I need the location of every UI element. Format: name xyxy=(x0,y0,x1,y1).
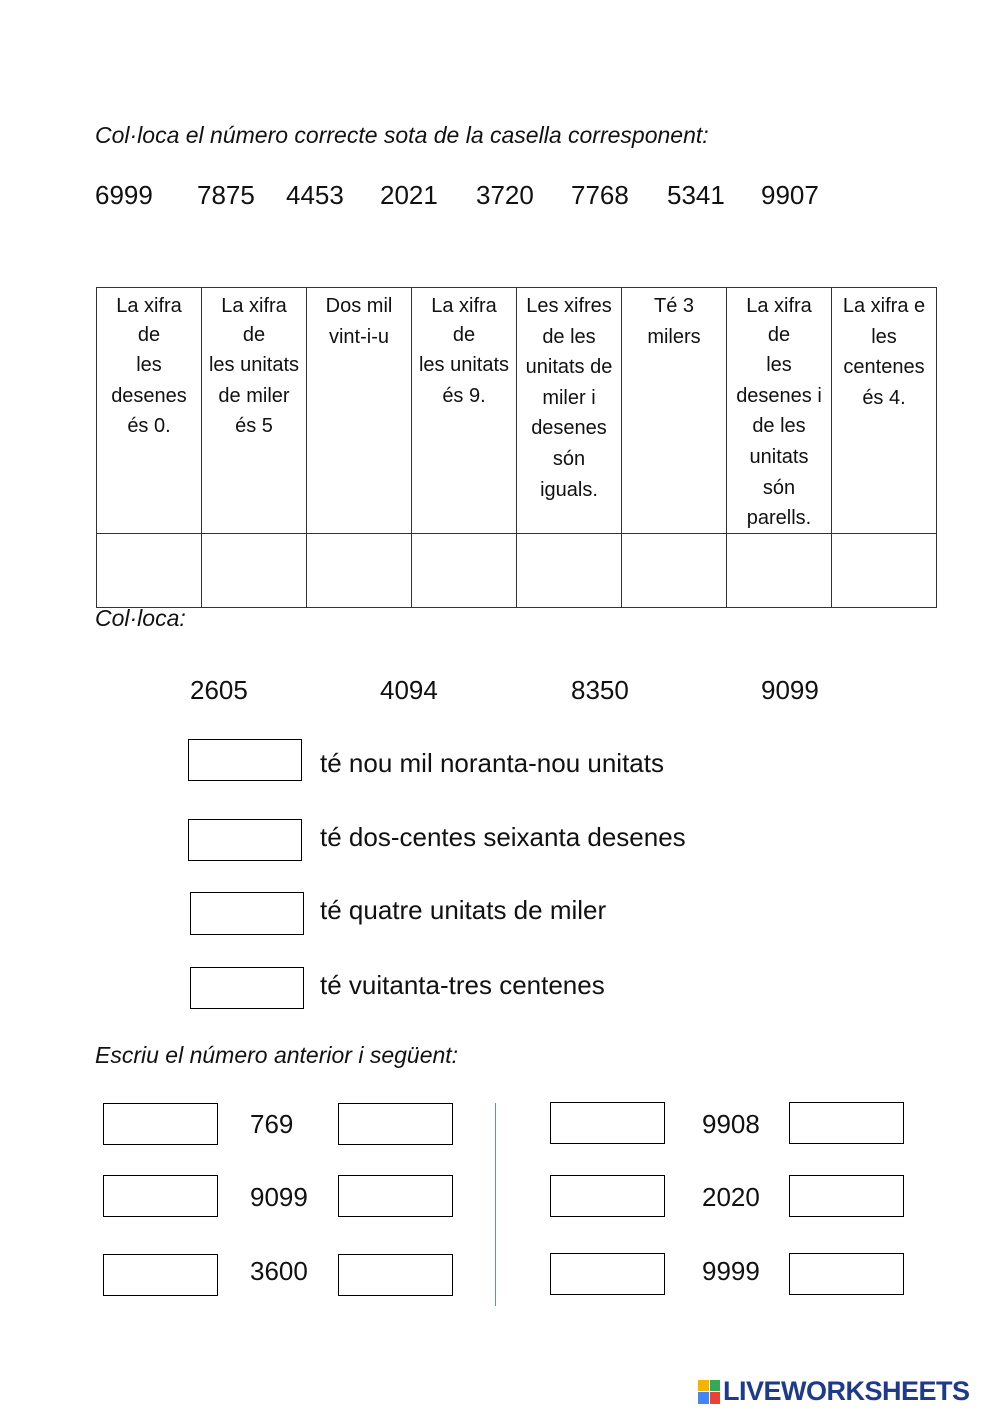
answer-cell[interactable] xyxy=(202,533,307,607)
instruction-1: Col·loca el número correcte sota de la casella corresponent: xyxy=(95,122,709,148)
previous-number-box[interactable] xyxy=(550,1102,665,1144)
number-option: 3720 xyxy=(476,180,534,210)
clue-text: té vuitanta-tres centenes xyxy=(320,970,605,1000)
number-option: 9907 xyxy=(761,180,819,210)
clue-text: té quatre unitats de miler xyxy=(320,895,607,925)
table-answer-row xyxy=(97,533,937,607)
next-number-box[interactable] xyxy=(338,1103,453,1145)
answer-box[interactable] xyxy=(188,739,302,781)
previous-number-box[interactable] xyxy=(550,1253,665,1295)
number-option: 4453 xyxy=(286,180,344,210)
clue-text: té nou mil noranta-nou unitats xyxy=(320,748,664,778)
classification-table xyxy=(96,287,937,608)
number-option: 6999 xyxy=(95,180,153,210)
answer-cell[interactable] xyxy=(727,533,832,607)
number-option: 7768 xyxy=(571,180,629,210)
answer-cell[interactable] xyxy=(517,533,622,607)
number-option: 8350 xyxy=(571,675,629,705)
header-cell: La xifra de les unitats és 9. xyxy=(412,288,517,534)
number-option: 2021 xyxy=(380,180,438,210)
given-number: 3600 xyxy=(250,1256,308,1286)
answer-cell[interactable] xyxy=(622,533,727,607)
answer-box[interactable] xyxy=(190,967,304,1009)
number-option: 7875 xyxy=(197,180,255,210)
number-option: 5341 xyxy=(667,180,725,210)
logo-text: LIVEWORKSHEETS xyxy=(723,1376,970,1406)
number-option: 4094 xyxy=(380,675,438,705)
next-number-box[interactable] xyxy=(789,1175,904,1217)
number-option: 9099 xyxy=(761,675,819,705)
number-option: 2605 xyxy=(190,675,248,705)
clue-text: té dos-centes seixanta desenes xyxy=(320,822,686,852)
previous-number-box[interactable] xyxy=(103,1175,218,1217)
answer-cell[interactable] xyxy=(97,533,202,607)
given-number: 9099 xyxy=(250,1182,308,1212)
given-number: 9908 xyxy=(702,1109,760,1139)
next-number-box[interactable] xyxy=(789,1253,904,1295)
previous-number-box[interactable] xyxy=(103,1103,218,1145)
answer-cell[interactable] xyxy=(307,533,412,607)
logo-icon xyxy=(698,1380,720,1404)
answer-box[interactable] xyxy=(188,819,302,861)
answer-box[interactable] xyxy=(190,892,304,935)
header-cell: La xifra de les unitats de miler és 5 xyxy=(202,288,307,534)
given-number: 9999 xyxy=(702,1256,760,1286)
header-cell: La xifra e les centenes és 4. xyxy=(832,288,937,534)
instruction-2: Col·loca: xyxy=(95,605,186,631)
previous-number-box[interactable] xyxy=(550,1175,665,1217)
given-number: 2020 xyxy=(702,1182,760,1212)
header-cell: Dos mil vint-i-u xyxy=(307,288,412,534)
header-cell: Té 3 milers xyxy=(622,288,727,534)
table-header-row xyxy=(97,288,937,534)
given-number: 769 xyxy=(250,1109,294,1139)
next-number-box[interactable] xyxy=(338,1175,453,1217)
answer-cell[interactable] xyxy=(412,533,517,607)
instruction-3: Escriu el número anterior i següent: xyxy=(95,1042,459,1068)
next-number-box[interactable] xyxy=(789,1102,904,1144)
column-divider xyxy=(495,1103,496,1306)
header-cell: Les xifres de les unitats de miler i desenes són iguals. xyxy=(517,288,622,534)
header-cell: La xifra de les desenes i de les unitats són parells. xyxy=(727,288,832,534)
previous-number-box[interactable] xyxy=(103,1254,218,1296)
header-cell: La xifra de les desenes és 0. xyxy=(97,288,202,534)
next-number-box[interactable] xyxy=(338,1254,453,1296)
answer-cell[interactable] xyxy=(832,533,937,607)
liveworksheets-logo xyxy=(698,1376,970,1407)
